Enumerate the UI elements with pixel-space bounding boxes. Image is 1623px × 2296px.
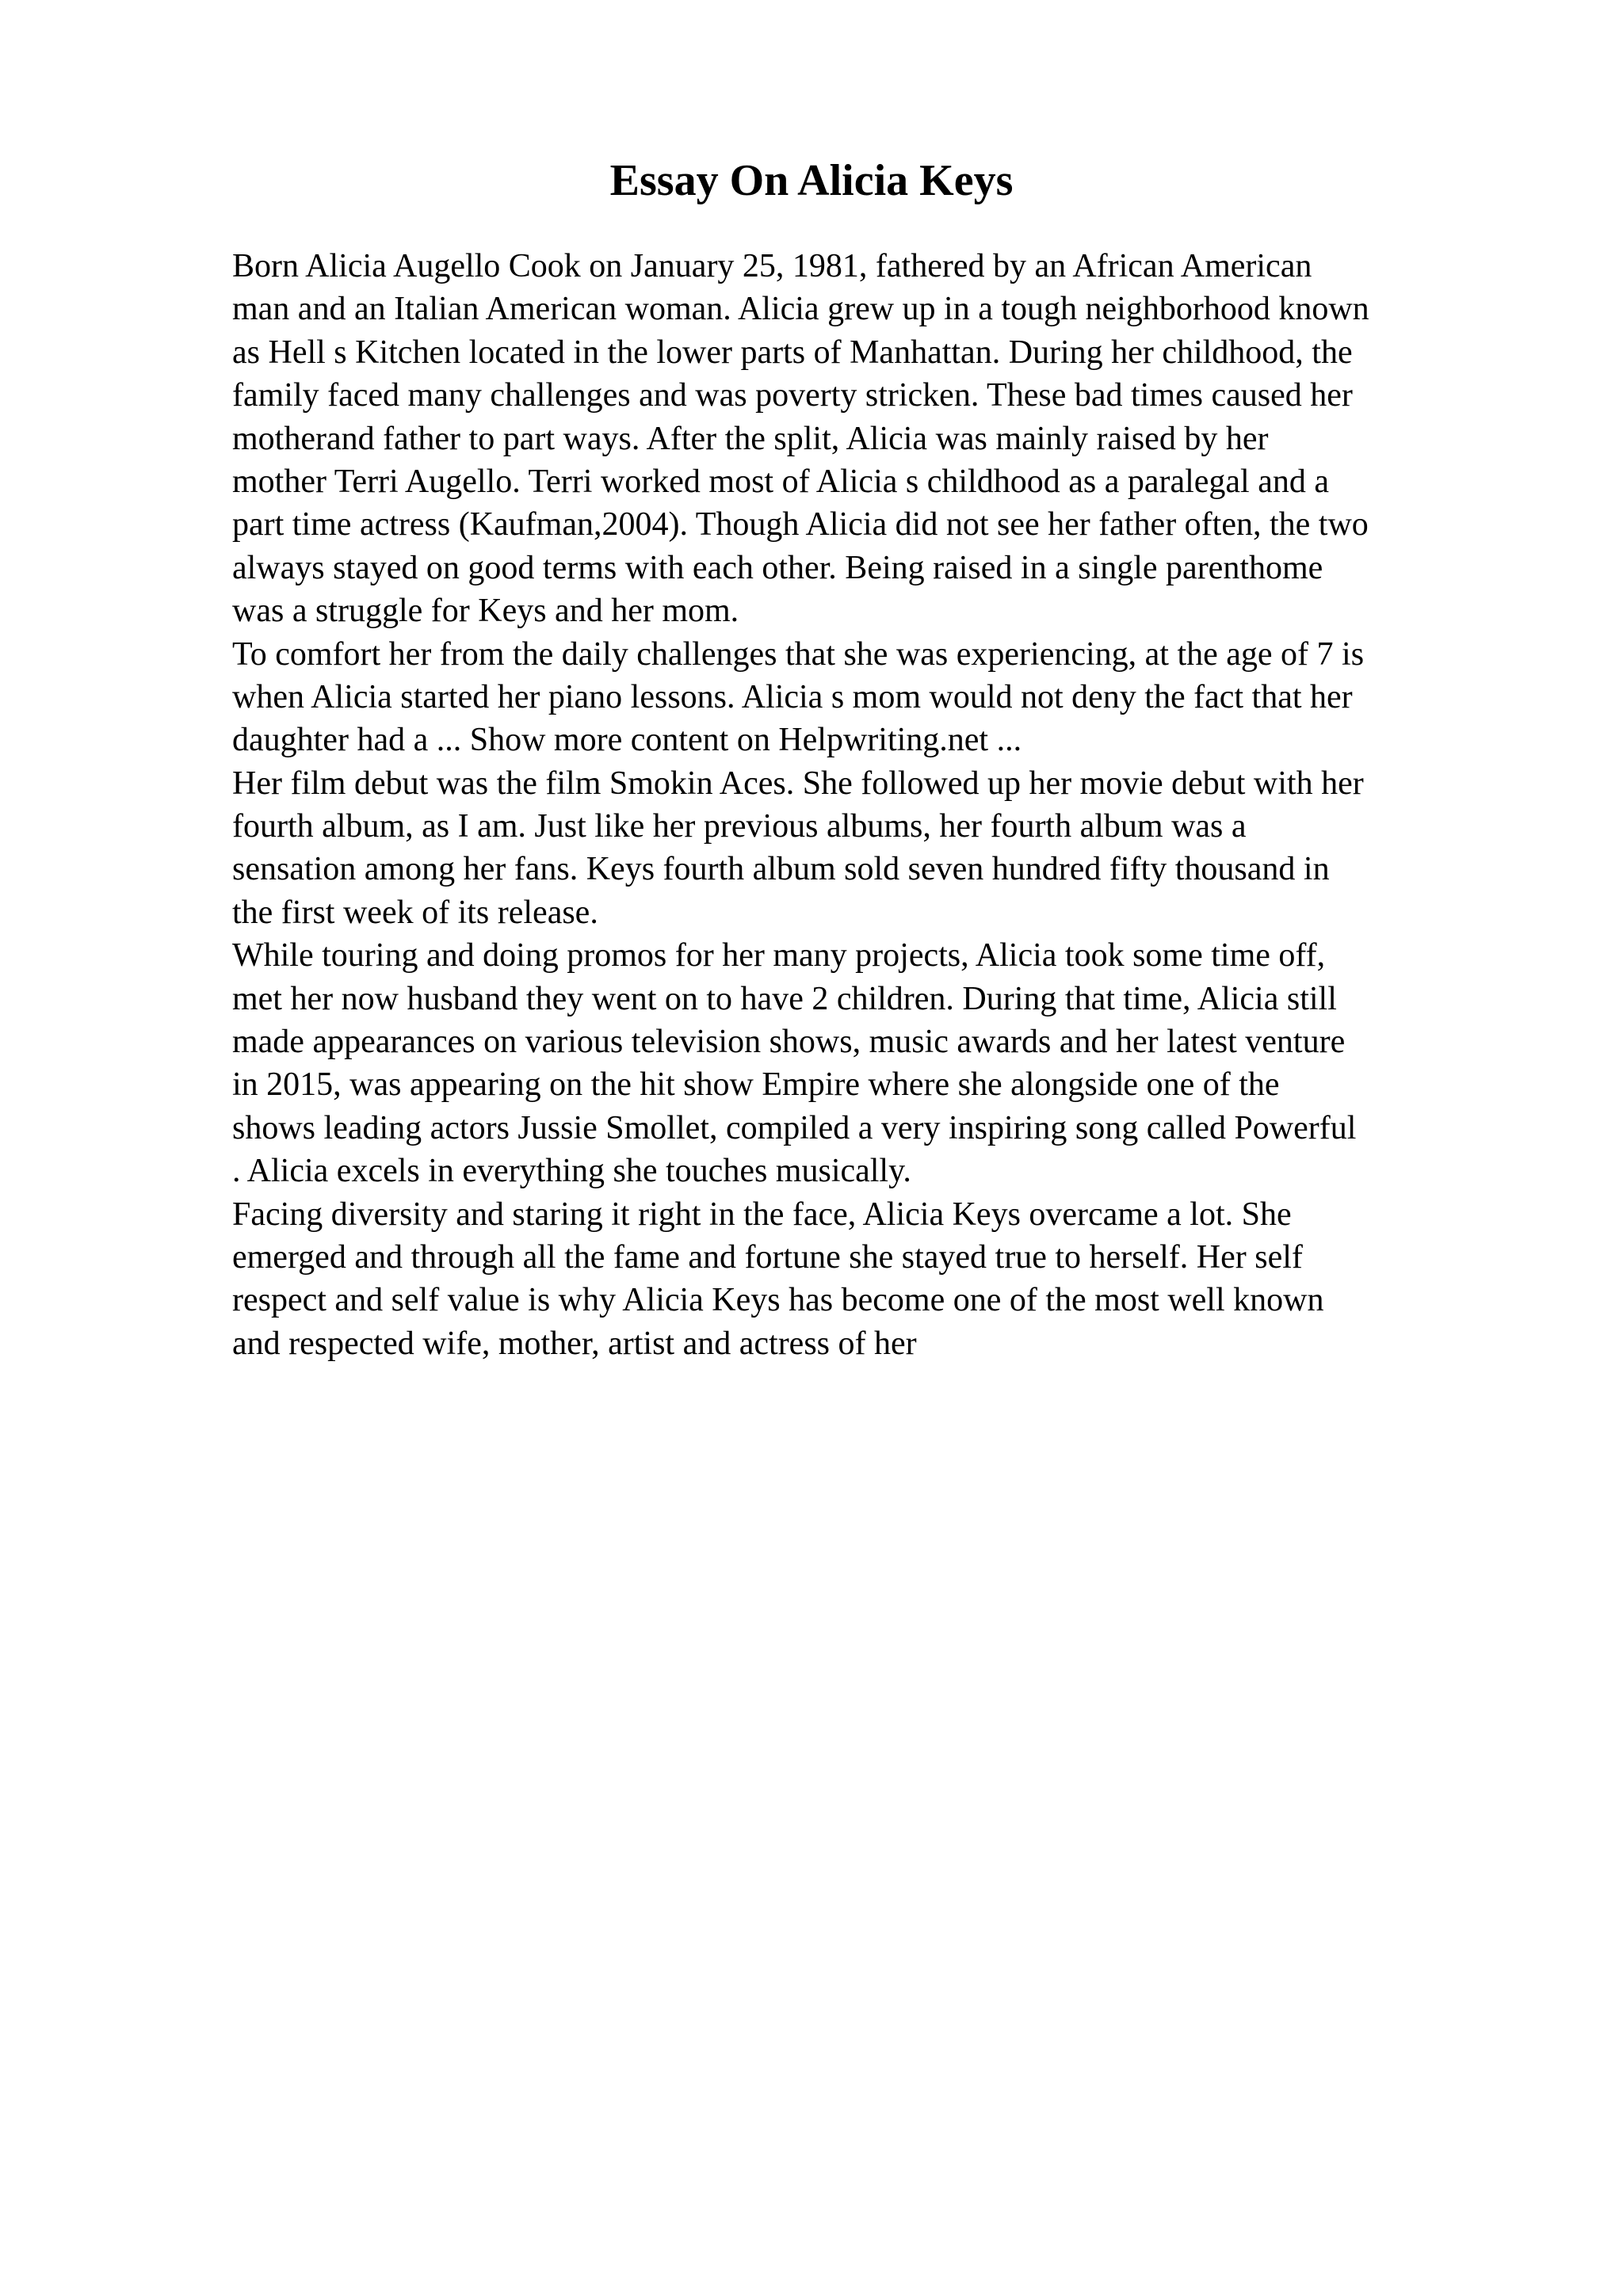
text-line: shows leading actors Jussie Smollet, compiled a very inspiring song called Powerful [232,1109,1357,1146]
text-line: To comfort her from the daily challenges that she was experiencing, at the age of 7 is [232,635,1365,673]
text-line: and respected wife, mother, artist and actress of her [232,1325,917,1362]
text-line: as Hell s Kitchen located in the lower parts of Manhattan. During her childhood, the [232,334,1353,371]
text-line: Her film debut was the film Smokin Aces. She followed up her movie debut with her [232,765,1364,802]
text-line: respect and self value is why Alicia Keys has become one of the most well known [232,1282,1324,1319]
document-title: Essay On Alicia Keys [609,156,1014,205]
text-line: Born Alicia Augello Cook on January 25, 1981, fathered by an African American [232,248,1312,284]
text-line: daughter had a ... Show more content on Helpwriting.net ... [232,722,1022,759]
text-line: . Alicia excels in everything she touches musically. [232,1153,911,1190]
text-line: made appearances on various television shows, music awards and her latest venture [232,1024,1346,1061]
text-line: emerged and through all the fame and fortune she stayed true to herself. Her self [232,1238,1303,1276]
text-line: when Alicia started her piano lessons. Alicia s mom would not deny the fact that her [232,678,1353,715]
text-line: sensation among her fans. Keys fourth album sold seven hundred fifty thousand in [232,851,1330,888]
text-line: part time actress (Kaufman,2004). Though Alicia did not see her father often, the two [232,506,1369,543]
text-line: in 2015, was appearing on the hit show Empire where she alongside one of the [232,1066,1280,1104]
text-line: met her now husband they went on to have 2 children. During that time, Alicia still [232,980,1337,1017]
text-line: man and an Italian American woman. Alicia grew up in a tough neighborhood known [232,291,1369,328]
text-line: mother Terri Augello. Terri worked most of Alicia s childhood as a paralegal and a [232,463,1330,500]
text-line: was a struggle for Keys and her mom. [232,593,739,630]
text-line: always stayed on good terms with each other. Being raised in a single parenthome [232,549,1323,586]
text-line: While touring and doing promos for her many projects, Alicia took some time off, [232,937,1326,974]
text-line: motherand father to part ways. After the split, Alicia was mainly raised by her [232,420,1269,457]
document-body [232,245,1516,1365]
text-line: family faced many challenges and was poverty stricken. These bad times caused her [232,377,1353,414]
text-line: the first week of its release. [232,894,598,931]
text-line: Facing diversity and staring it right in the face, Alicia Keys overcame a lot. She [232,1196,1292,1233]
text-line: fourth album, as I am. Just like her previous albums, her fourth album was a [232,808,1247,845]
